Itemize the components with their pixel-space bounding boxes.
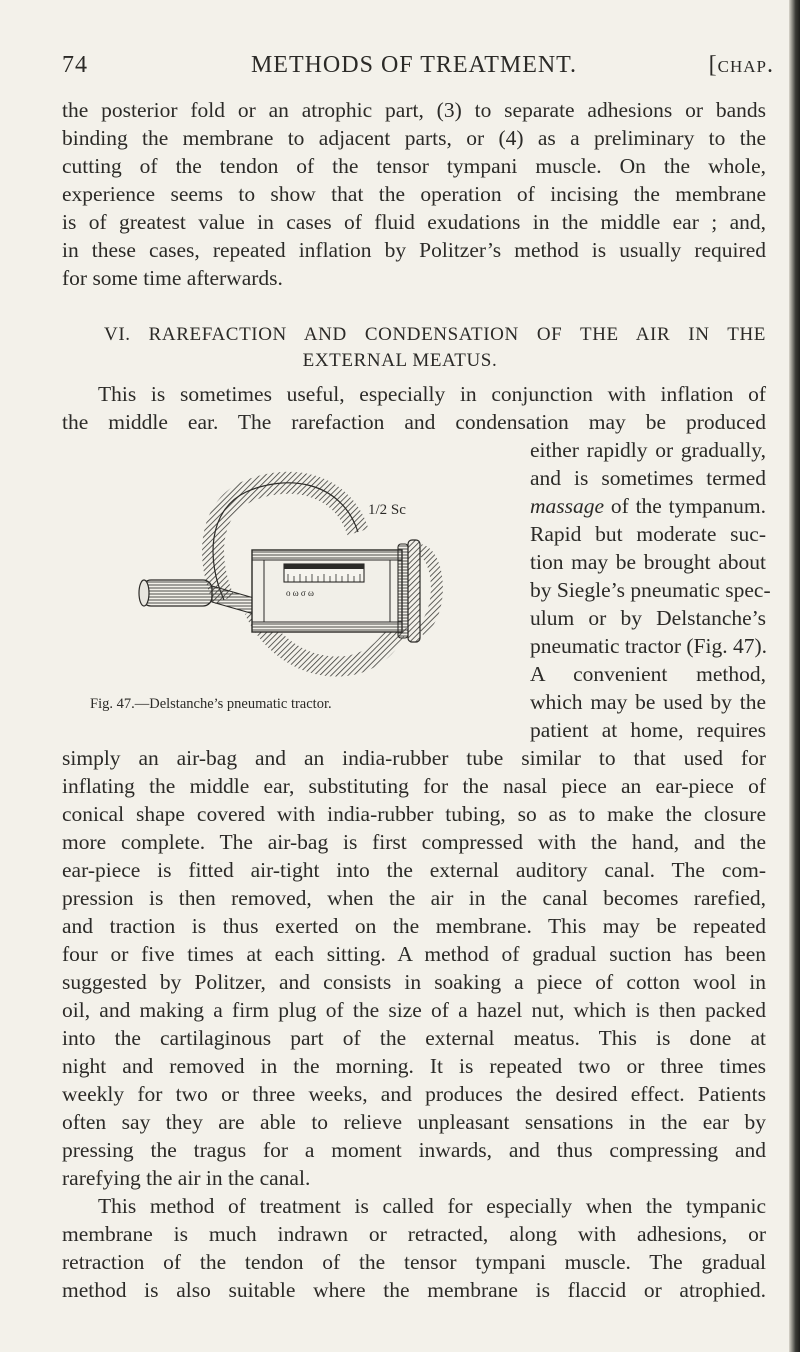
- para1-line: for some time afterwards.: [62, 266, 283, 290]
- para2-line: into the cartilaginous part of the external meatus. This is done at: [62, 1026, 766, 1050]
- para2-line: weekly for two or three weeks, and produces the desired effect. Patients: [62, 1082, 766, 1106]
- scale-label: 1/2 Sc: [368, 502, 406, 518]
- para2-line: pressing the tragus for a moment inwards, and thus compressing and: [62, 1138, 766, 1162]
- wrap-line: by Siegle’s pneumatic spec-: [530, 578, 771, 602]
- para1-line: in these cases, repeated inflation by Politzer’s method is usually required: [62, 238, 766, 262]
- para3-line: This method of treatment is called for especially when the tympanic: [98, 1194, 766, 1218]
- para2-line: conical shape covered with india-rubber tubing, so as to make the closure: [62, 802, 766, 826]
- para3-line: membrane is much indrawn or retracted, along with adhesions, or: [62, 1222, 766, 1246]
- para2-line: oil, and making a firm plug of the size of a hazel nut, which is then packed: [62, 998, 766, 1022]
- wrap-line: either rapidly or gradually,: [530, 438, 766, 462]
- para3-line: retraction of the tendon of the tensor tympani muscle. The gradual: [62, 1250, 766, 1274]
- para2-line: suggested by Politzer, and consists in soaking a piece of cotton wool in: [62, 970, 766, 994]
- pneumatic-tractor-figure: [136, 440, 516, 690]
- wrap-line: ulum or by Delstanche’s: [530, 606, 766, 630]
- page-header: [62, 50, 774, 84]
- figure-caption: Fig. 47.—Delstanche’s pneumatic tractor.: [90, 696, 332, 712]
- page-edge-shadow: [789, 0, 800, 1352]
- wrap-line: Rapid but moderate suc-: [530, 522, 766, 546]
- wrap-line: A convenient method,: [530, 662, 766, 686]
- wrap-line: and is sometimes termed: [530, 466, 766, 490]
- wrap-line: tion may be brought about: [530, 550, 766, 574]
- scale-marks: o ω σ ω: [286, 588, 314, 598]
- para2-line: four or five times at each sitting. A method of gradual suction has been: [62, 942, 766, 966]
- page-number: 74: [62, 52, 88, 78]
- para2-line: simply an air-bag and an india-rubber tube similar to that used for: [62, 746, 766, 770]
- wrap-line: patient at home, requires: [530, 718, 766, 742]
- wrap-line-rest: of the tympanum.: [604, 494, 766, 518]
- para2-line: This is sometimes useful, especially in conjunction with inflation of: [98, 382, 766, 406]
- running-title: METHODS OF TREATMENT.: [250, 52, 578, 78]
- chapter-mark: [chap.: [708, 52, 774, 78]
- para1-line: is of greatest value in cases of fluid exudations in the middle ear ; and,: [62, 210, 766, 234]
- para2-line: ear-piece is fitted air-tight into the external auditory canal. The com-: [62, 858, 766, 882]
- para2-line: more complete. The air-bag is first compressed with the hand, and the: [62, 830, 766, 854]
- wrap-line: pneumatic tractor (Fig. 47).: [530, 634, 768, 658]
- para2-line: and traction is thus exerted on the membrane. This may be repeated: [62, 914, 766, 938]
- para2-line: inflating the middle ear, substituting for the nasal piece an ear-piece of: [62, 774, 766, 798]
- wrap-line: [530, 492, 766, 520]
- para1-line: binding the membrane to adjacent parts, or (4) as a preliminary to the: [62, 126, 766, 150]
- massage-italic: massage: [530, 494, 605, 518]
- section-heading-line1: VI. RAREFACTION AND CONDENSATION OF THE AIR IN THE: [104, 324, 766, 345]
- wrap-line: which may be used by the: [530, 690, 766, 714]
- para3-line: method is also suitable where the membrane is flaccid or atrophied.: [62, 1278, 766, 1302]
- para2-line: the middle ear. The rarefaction and condensation may be produced: [62, 410, 766, 434]
- para2-line: night and removed in the morning. It is repeated two or three times: [62, 1054, 766, 1078]
- para1-line: experience seems to show that the operation of incising the membrane: [62, 182, 766, 206]
- para1-line: cutting of the tendon of the tensor tympani muscle. On the whole,: [62, 154, 766, 178]
- para2-line: pression is then removed, when the air in the canal becomes rarefied,: [62, 886, 766, 910]
- para2-line: rarefying the air in the canal.: [62, 1166, 311, 1190]
- para1-line: the posterior fold or an atrophic part, (3) to separate adhesions or bands: [62, 98, 766, 122]
- section-heading-line2: EXTERNAL MEATUS.: [302, 350, 498, 371]
- para2-line: often say they are able to relieve unpleasant sensations in the ear by: [62, 1110, 766, 1134]
